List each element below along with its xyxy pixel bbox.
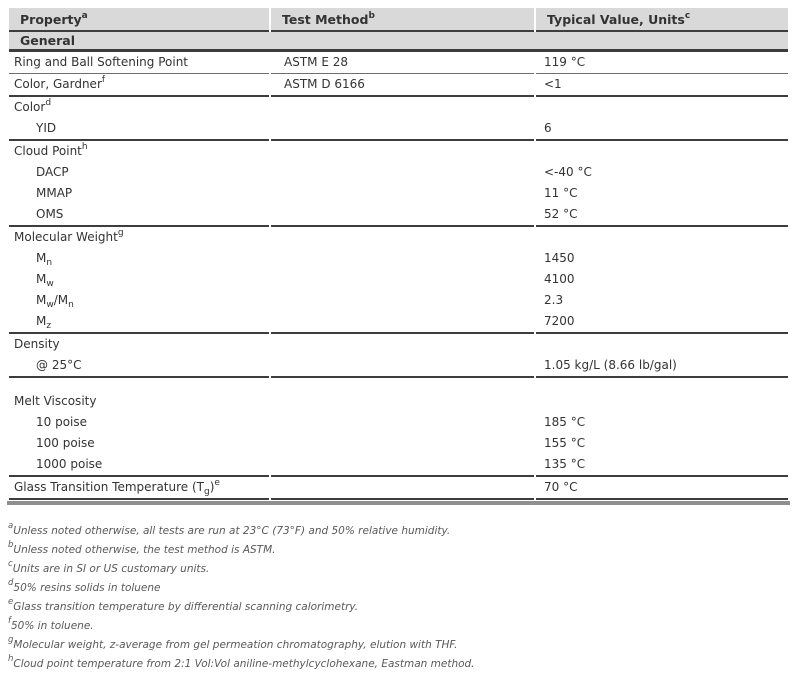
table-row [9, 118, 788, 141]
typical-value-cell: 185 °C [544, 415, 586, 429]
typical-value-cell: 4100 [544, 272, 575, 286]
table-row [9, 290, 788, 311]
footnote-text: 50% resins solids in toluene [13, 582, 161, 594]
test-method-cell [271, 204, 534, 227]
table-row [9, 204, 788, 227]
typical-value-cell: 70 °C [536, 477, 788, 500]
typical-value-cell: 155 °C [544, 436, 586, 450]
typical-value-cell: 119 °C [536, 52, 788, 74]
property-cell: Color$^d$ [14, 98, 52, 114]
test-method-cell [271, 477, 534, 500]
footnote-key: d [8, 577, 14, 588]
test-method-cell [271, 141, 534, 162]
test-method-cell [271, 290, 534, 311]
test-method-cell [271, 334, 534, 355]
typical-value-cell: 1450 [544, 251, 575, 265]
table-row [9, 227, 788, 248]
typical-value-cell: <1 [536, 74, 788, 97]
footnote-d [8, 579, 791, 598]
property-cell: $M_w$ [36, 272, 54, 289]
footnote-a [8, 522, 791, 541]
footnote-text: Molecular weight, z-average from gel permeation chromatography, elution with THF. [13, 639, 458, 651]
test-method-cell [271, 162, 534, 183]
table-row [9, 311, 788, 334]
typical-value-cell: 52 °C [536, 204, 788, 227]
table-header-row [9, 8, 788, 32]
col-header-typical-value-label: Typical Value, Units [547, 12, 685, 27]
footnote-marker-a: a [81, 10, 88, 21]
test-method-cell [271, 433, 534, 454]
test-method-cell [271, 311, 534, 334]
col-header-typical-value [536, 8, 788, 32]
col-header-property [9, 8, 269, 32]
footnote-key: g [8, 634, 14, 645]
section-header-general [9, 32, 788, 52]
property-cell: Glass Transition Temperature $(T_g)^e$ [9, 477, 269, 500]
test-method-cell [271, 227, 534, 248]
table-row [9, 97, 788, 118]
test-method-cell [271, 355, 534, 378]
property-cell: Melt Viscosity [14, 394, 97, 408]
properties-table [7, 8, 790, 500]
property-cell: Density [14, 337, 60, 351]
typical-value-cell: 6 [536, 118, 788, 141]
footnote-key: c [8, 558, 13, 569]
property-cell: 100 poise [36, 436, 95, 450]
typical-value-cell [536, 97, 788, 118]
footnote-c [8, 560, 791, 579]
footnote-text: Unless noted otherwise, all tests are run at 23°C (73°F) and 50% relative humidity. [13, 525, 451, 537]
col-header-property-label: Property [20, 12, 82, 27]
property-cell: Ring and Ball Softening Point [9, 52, 269, 74]
test-method-cell [271, 248, 534, 269]
property-cell: 10 poise [36, 415, 88, 429]
table-row [9, 183, 788, 204]
test-method-cell: ASTM D 6166 [271, 74, 534, 97]
typical-value-cell [536, 391, 788, 412]
footnote-key: f [8, 615, 11, 626]
typical-value-cell: 7200 [536, 311, 788, 334]
property-cell: YID [9, 118, 269, 141]
table-row [9, 74, 788, 97]
property-cell: $M_n$ [36, 251, 53, 268]
table-row [9, 391, 788, 412]
property-cell: Color, Gardner$^f$ [9, 74, 269, 97]
test-method-cell [271, 454, 534, 477]
footnote-text: Cloud point temperature from 2:1 Vol:Vol aniline-methylcyclohexane, Eastman method. [13, 658, 475, 670]
footnote-marker-c: c [684, 10, 691, 21]
footnote-f [8, 617, 791, 636]
section-header-label: General [9, 32, 788, 52]
table-row [9, 334, 788, 355]
test-method-cell [271, 391, 534, 412]
table-row [9, 433, 788, 454]
property-cell: Molecular Weight$^g$ [14, 228, 124, 244]
table-bottom-bar [7, 501, 790, 505]
property-cell: @ 25°C [9, 355, 269, 378]
typical-value-cell [536, 227, 788, 248]
test-method-cell [271, 118, 534, 141]
col-header-test-method-label: Test Method [282, 12, 369, 27]
property-cell: DACP [36, 165, 69, 179]
footnote-text: Units are in SI or US customary units. [12, 563, 210, 575]
test-method-cell: ASTM E 28 [271, 52, 534, 74]
footnote-b [8, 541, 791, 560]
footnote-text: Glass transition temperature by differential scanning calorimetry. [13, 601, 359, 613]
spacer-row [9, 378, 788, 391]
typical-value-cell: 1.05 kg/L (8.66 lb/gal) [536, 355, 788, 378]
table-body [9, 52, 788, 500]
footnote-e [8, 598, 791, 617]
test-method-cell [271, 412, 534, 433]
spacer-cell [9, 378, 788, 391]
table-row [9, 162, 788, 183]
footnote-text: 50% in toluene. [11, 620, 94, 632]
footnote-key: b [8, 539, 14, 550]
table-row [9, 477, 788, 500]
typical-value-cell: 11 °C [544, 186, 578, 200]
table-row [9, 141, 788, 162]
test-method-cell [271, 183, 534, 204]
table-row [9, 248, 788, 269]
col-header-test-method [271, 8, 534, 32]
typical-value-cell [536, 334, 788, 355]
property-cell: $M_z$ [9, 311, 269, 334]
footnote-h [8, 655, 791, 674]
property-cell: MMAP [36, 186, 73, 200]
table-row [9, 269, 788, 290]
typical-value-cell: 2.3 [544, 293, 564, 307]
table-row [9, 412, 788, 433]
footnotes [8, 522, 791, 674]
property-cell: OMS [9, 204, 269, 227]
test-method-cell [271, 97, 534, 118]
footnote-key: h [8, 653, 14, 664]
footnote-g [8, 636, 791, 655]
typical-value-cell: <-40 °C [544, 165, 592, 179]
property-cell: $M_w/M_n$ [36, 293, 74, 310]
property-cell: 1000 poise [9, 454, 269, 477]
table-row [9, 355, 788, 378]
footnote-text: Unless noted otherwise, the test method is ASTM. [13, 544, 276, 556]
table-row [9, 454, 788, 477]
footnote-key: a [8, 520, 14, 531]
table-row [9, 52, 788, 74]
property-cell: Cloud Point$^h$ [14, 142, 88, 158]
typical-value-cell: 135 °C [536, 454, 788, 477]
test-method-cell [271, 269, 534, 290]
typical-value-cell [536, 141, 788, 162]
footnote-marker-b: b [368, 10, 375, 21]
footnote-key: e [8, 596, 14, 607]
